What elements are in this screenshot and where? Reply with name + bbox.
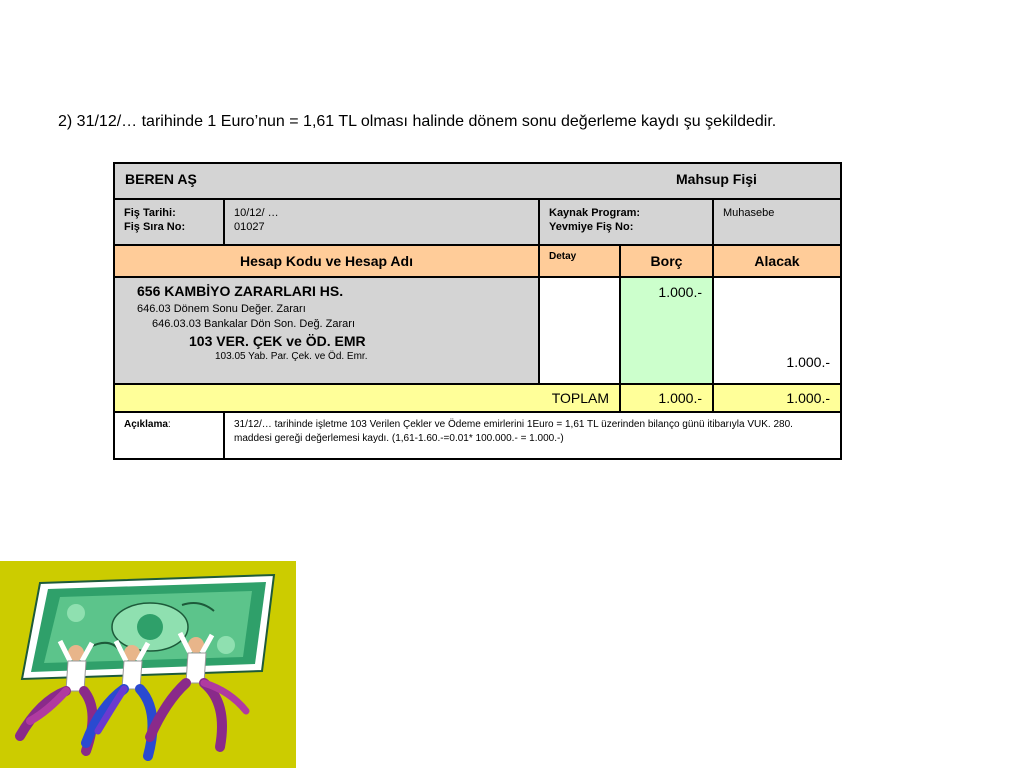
total-debit: 1.000.- bbox=[620, 384, 713, 412]
account-line-103-05: 103.05 Yab. Par. Çek. ve Öd. Emr. bbox=[215, 351, 368, 362]
clipart-illustration bbox=[0, 561, 296, 768]
detail-cell bbox=[539, 277, 620, 384]
total-label: TOPLAM bbox=[114, 384, 620, 412]
voucher-header bbox=[114, 163, 841, 199]
description-label-cell bbox=[114, 412, 224, 459]
description-label: Açıklama bbox=[124, 419, 168, 430]
date-values-cell bbox=[224, 199, 539, 245]
description-colon: : bbox=[167, 419, 171, 430]
company-name: BEREN AŞ bbox=[125, 171, 197, 187]
account-line-646-03-03: 646.03.03 Bankalar Dön Son. Değ. Zararı bbox=[152, 318, 356, 330]
column-header-account: Hesap Kodu ve Hesap Adı bbox=[114, 245, 539, 277]
source-labels-cell bbox=[539, 199, 713, 245]
money-carriers-clipart bbox=[0, 561, 296, 768]
seq-value: 01027 bbox=[234, 221, 265, 233]
mahsup-voucher bbox=[113, 162, 840, 444]
source-value: Muhasebe bbox=[723, 207, 775, 219]
date-label: Fiş Tarihi: bbox=[124, 207, 176, 219]
total-credit: 1.000.- bbox=[713, 384, 841, 412]
journal-label: Yevmiye Fiş No: bbox=[549, 221, 634, 233]
source-value-cell bbox=[713, 199, 841, 245]
column-header-detail: Detay bbox=[539, 245, 620, 277]
description-text: 31/12/… tarihinde işletme 103 Verilen Çekler ve Ödeme emirlerini 1Euro = 1,61 TL üzerinden bilanço günü itibarıyla VUK. 280. maddesi gereği değerlemesi kaydı. (1,61-1.60.-=0.01* 100.000.- = 1.000.-) bbox=[224, 412, 841, 459]
account-line-656: 656 KAMBİYO ZARARLARI HS. bbox=[137, 283, 344, 299]
date-value: 10/12/ … bbox=[234, 207, 279, 219]
page-heading: 2) 31/12/… tarihinde 1 Euro’nun = 1,61 TL olması halinde dönem sonu değerleme kaydı şu şekildedir. bbox=[58, 113, 777, 130]
source-label: Kaynak Program: bbox=[549, 207, 641, 219]
account-lines-cell bbox=[114, 277, 539, 384]
voucher-title: Mahsup Fişi bbox=[676, 171, 757, 187]
debit-cell: 1.000.- bbox=[620, 277, 713, 384]
column-header-credit: Alacak bbox=[713, 245, 841, 277]
account-line-646-03: 646.03 Dönem Sonu Değer. Zararı bbox=[137, 303, 306, 315]
banknote-icon bbox=[22, 575, 274, 679]
account-line-103: 103 VER. ÇEK ve ÖD. EMR bbox=[189, 333, 366, 349]
date-labels-cell bbox=[114, 199, 224, 245]
seq-label: Fiş Sıra No: bbox=[124, 221, 186, 233]
column-header-debit: Borç bbox=[620, 245, 713, 277]
credit-cell: 1.000.- bbox=[713, 277, 841, 384]
